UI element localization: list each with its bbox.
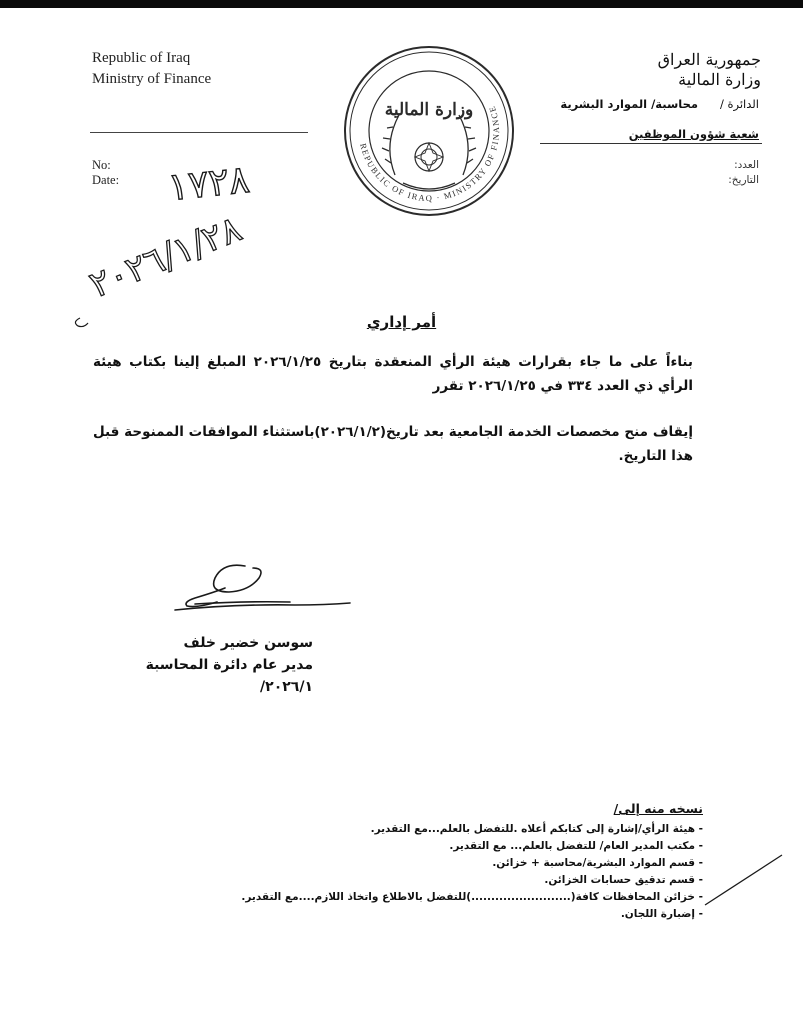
list-item: - خزائن المحافظات كافة(.........................)للتفضل بالاطلاع واتخاذ اللازم....مع التقدير. [241,891,703,903]
order-title [0,313,803,331]
list-item: - هيئة الرأي/إشارة إلى كتابكم أعلاه .للتفضل بالعلم...مع التقدير. [370,823,703,835]
seal-ring-text: REPUBLIC OF IRAQ · MINISTRY OF FINANCE [358,103,502,204]
ministry-name-ar: وزارة المالية [678,70,761,89]
copies-title: نسخه منه إلى/ [613,801,703,816]
english-reference-labels [92,158,119,188]
top-border [0,0,803,8]
signatory-date: ٢٠٢٦/١/ [260,679,313,695]
number-label-en: No: [92,158,111,172]
date-label-ar: التاريخ: [728,174,759,186]
department-value: محاسبة/ الموارد البشرية [560,97,699,111]
date-label-en: Date: [92,173,120,187]
seal-emblem-text: وزارة المالية [384,100,474,120]
list-item: - قسم تدقيق حسابات الخزائن. [544,874,703,886]
svg-text:٢٠٢٦/١/٢٨: ٢٠٢٦/١/٢٨ [84,208,248,307]
list-item: - إضبارة اللجان. [620,908,703,920]
signature [175,565,350,610]
country-name-en: Republic of Iraq [92,50,191,66]
copies-section [183,800,703,923]
ministry-seal [343,45,515,217]
signatory-block [146,632,313,698]
signatory-position: مدير عام دائرة المحاسبة [145,657,313,673]
order-paragraph-2: إيقاف منح مخصصات الخدمة الجامعية بعد تاريخ(٢٠٢٦/١/٢)باستثناء الموافقات الممنوحة قبل هذا التاريخ. [93,424,693,464]
list-item: - مكتب المدير العام/ للتفضل بالعلم... مع التقدير. [449,840,703,852]
number-label-ar: العدد: [734,159,759,171]
arabic-reference-labels [728,158,759,188]
department-label: الدائرة / [719,97,759,111]
english-letterhead [92,48,211,90]
english-header-rule [90,132,308,133]
copies-list [183,821,703,923]
country-name-ar: جمهورية العراق [657,50,761,69]
order-paragraph-1: بناءاً على ما جاء بقرارات هيئة الرأي المنعقدة بتاريخ ٢٠٢٦/١/٢٥ المبلغ إلينا بكتاب هيئة الرأي ذي العدد ٣٣٤ في ٢٠٢٦/١/٢٥ تقرر [93,354,693,394]
section-name: شعبة شؤون الموظفين [628,127,759,141]
arabic-header-rule [540,143,762,144]
order-title-text: أمر إداري [366,313,437,331]
department-line [560,97,759,111]
signatory-name: سوسن خضير خلف [183,635,313,651]
margin-pen-stroke [705,855,782,905]
handwritten-reference-number [166,157,252,209]
arabic-letterhead [658,50,761,90]
handwritten-date [75,208,247,326]
list-item: - قسم الموارد البشرية/محاسبة + خزائن. [492,857,703,869]
ministry-name-en: Ministry of Finance [92,71,212,87]
svg-text:١٧٢٨: ١٧٢٨ [165,156,252,210]
